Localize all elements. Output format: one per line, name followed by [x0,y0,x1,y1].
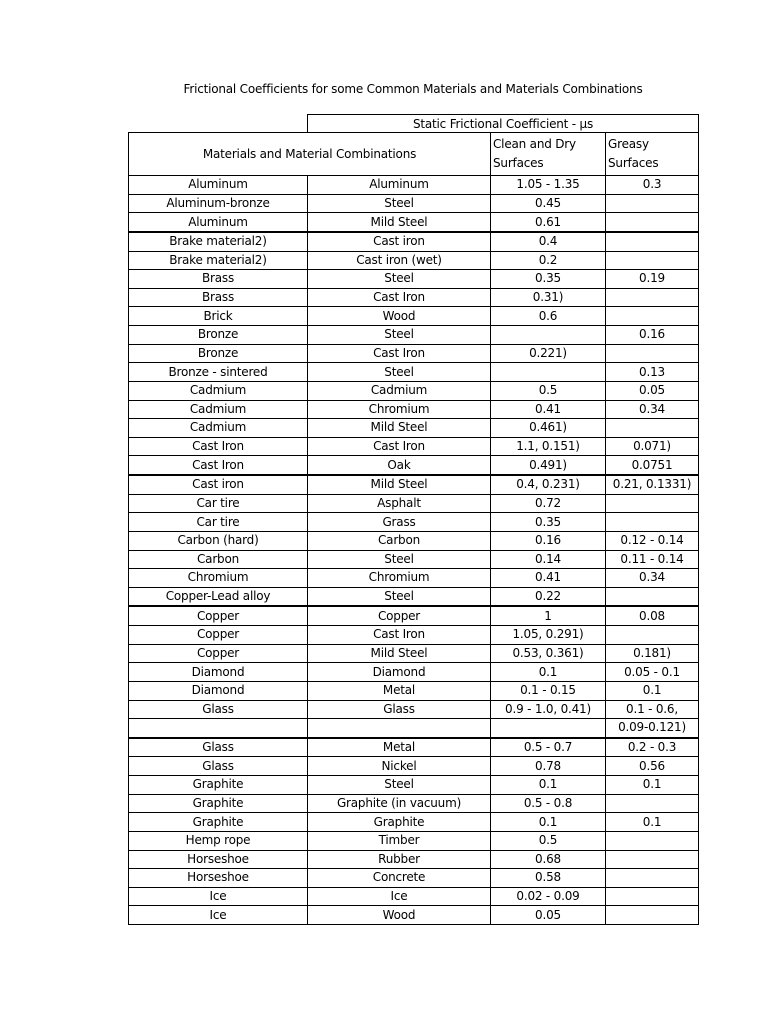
static-coefficient-header: Static Frictional Coefficient - μs [308,115,699,133]
table-row [129,906,699,925]
material-1-cell: Copper [129,644,308,663]
table-row [129,456,699,475]
material-2-cell: Cast Iron [308,288,491,307]
material-2-cell: Diamond [308,663,491,682]
greasy-cell [606,906,699,925]
material-1-cell: Hemp rope [129,831,308,850]
greasy-cell [606,288,699,307]
clean-dry-cell: 0.45 [491,194,606,213]
clean-dry-cell: 0.05 [491,906,606,925]
material-2-cell: Grass [308,513,491,532]
table-row [129,270,699,289]
clean-dry-cell: 0.1 [491,776,606,795]
clean-dry-cell: 1.05, 0.291) [491,626,606,645]
material-1-cell: Bronze [129,326,308,345]
clean-dry-cell: 0.4, 0.231) [491,475,606,494]
greasy-cell [606,831,699,850]
clean-dry-cell: 0.5 - 0.8 [491,794,606,813]
material-2-cell: Steel [308,363,491,382]
material-2-cell: Nickel [308,757,491,776]
greasy-cell: 0.34 [606,569,699,588]
friction-table-body [129,115,699,925]
clean-dry-cell: 1.1, 0.151) [491,437,606,456]
material-1-cell: Copper [129,626,308,645]
table-row [129,887,699,906]
material-2-cell: Asphalt [308,494,491,513]
material-1-cell: Glass [129,738,308,757]
clean-dry-cell: 0.14 [491,550,606,569]
material-2-cell: Steel [308,326,491,345]
greasy-cell: 0.12 - 0.14 [606,531,699,550]
table-row [129,437,699,456]
material-1-cell: Brake material2) [129,251,308,270]
table-row [129,700,699,719]
clean-dry-cell: 0.78 [491,757,606,776]
greasy-cell [606,251,699,270]
material-1-cell: Graphite [129,813,308,832]
material-2-cell: Mild Steel [308,213,491,232]
material-1-cell: Diamond [129,663,308,682]
material-1-cell: Ice [129,906,308,925]
greasy-cell: 0.16 [606,326,699,345]
material-2-cell: Carbon [308,531,491,550]
material-2-cell: Wood [308,906,491,925]
greasy-cell [606,794,699,813]
material-2-cell [308,719,491,738]
material-1-cell: Car tire [129,513,308,532]
header-blank-cell [129,115,308,133]
material-1-cell: Chromium [129,569,308,588]
table-row [129,531,699,550]
material-1-cell: Cadmium [129,419,308,438]
clean-dry-header: Clean and Dry Surfaces [491,133,606,176]
clean-dry-cell: 0.31) [491,288,606,307]
material-1-cell: Bronze - sintered [129,363,308,382]
greasy-cell [606,419,699,438]
header-row-group [129,115,699,133]
greasy-cell [606,344,699,363]
table-row [129,626,699,645]
clean-dry-cell: 1 [491,606,606,625]
material-1-cell: Aluminum-bronze [129,194,308,213]
table-row [129,550,699,569]
clean-dry-cell: 0.68 [491,850,606,869]
clean-dry-cell: 0.41 [491,569,606,588]
material-1-cell: Glass [129,757,308,776]
greasy-cell: 0.05 [606,381,699,400]
table-row [129,757,699,776]
material-1-cell: Carbon [129,550,308,569]
table-row [129,326,699,345]
clean-dry-cell: 0.4 [491,232,606,251]
material-1-cell: Car tire [129,494,308,513]
table-row [129,176,699,195]
table-row [129,719,699,738]
material-2-cell: Rubber [308,850,491,869]
material-1-cell: Copper [129,606,308,625]
material-2-cell: Metal [308,681,491,700]
greasy-cell: 0.05 - 0.1 [606,663,699,682]
greasy-cell [606,513,699,532]
greasy-cell: 0.071) [606,437,699,456]
greasy-cell: 0.13 [606,363,699,382]
greasy-cell: 0.1 [606,776,699,795]
material-2-cell: Graphite [308,813,491,832]
header-row-columns [129,133,699,176]
material-1-cell: Brake material2) [129,232,308,251]
material-1-cell: Glass [129,700,308,719]
table-row [129,363,699,382]
material-2-cell: Wood [308,307,491,326]
clean-dry-cell [491,363,606,382]
friction-table [128,114,699,925]
greasy-cell: 0.181) [606,644,699,663]
clean-dry-cell: 0.35 [491,513,606,532]
clean-dry-cell: 0.41 [491,400,606,419]
material-2-cell: Concrete [308,869,491,888]
material-1-cell: Cast Iron [129,456,308,475]
greasy-cell [606,494,699,513]
greasy-cell [606,887,699,906]
material-2-cell: Oak [308,456,491,475]
table-row [129,251,699,270]
greasy-cell: 0.34 [606,400,699,419]
table-row [129,681,699,700]
table-row [129,288,699,307]
clean-dry-cell: 0.16 [491,531,606,550]
material-2-cell: Mild Steel [308,419,491,438]
material-2-cell: Cast Iron [308,626,491,645]
table-row [129,494,699,513]
material-1-cell: Graphite [129,776,308,795]
table-row [129,776,699,795]
material-2-cell: Cast iron [308,232,491,251]
material-2-cell: Chromium [308,400,491,419]
table-row [129,606,699,625]
greasy-cell [606,232,699,251]
clean-dry-cell: 0.2 [491,251,606,270]
clean-dry-cell: 0.461) [491,419,606,438]
material-2-cell: Steel [308,194,491,213]
clean-dry-cell: 0.5 - 0.7 [491,738,606,757]
material-1-cell: Carbon (hard) [129,531,308,550]
material-2-cell: Ice [308,887,491,906]
material-1-cell: Diamond [129,681,308,700]
material-2-cell: Aluminum [308,176,491,195]
material-1-cell: Cast Iron [129,437,308,456]
material-1-cell: Horseshoe [129,850,308,869]
material-2-cell: Steel [308,776,491,795]
clean-dry-cell [491,326,606,345]
greasy-cell: 0.1 - 0.6, [606,700,699,719]
table-row [129,344,699,363]
material-1-cell: Aluminum [129,213,308,232]
material-2-cell: Cast Iron [308,344,491,363]
table-row [129,663,699,682]
greasy-cell: 0.3 [606,176,699,195]
material-1-cell [129,719,308,738]
table-row [129,232,699,251]
material-2-cell: Graphite (in vacuum) [308,794,491,813]
table-row [129,513,699,532]
material-1-cell: Brass [129,288,308,307]
greasy-cell [606,869,699,888]
table-row [129,813,699,832]
material-2-cell: Steel [308,270,491,289]
material-2-cell: Mild Steel [308,644,491,663]
greasy-cell [606,307,699,326]
material-2-cell: Steel [308,587,491,606]
material-2-cell: Timber [308,831,491,850]
material-1-cell: Brass [129,270,308,289]
material-2-cell: Chromium [308,569,491,588]
clean-dry-cell: 0.9 - 1.0, 0.41) [491,700,606,719]
greasy-cell [606,850,699,869]
table-row [129,475,699,494]
document-title: Frictional Coefficients for some Common Materials and Materials Combinations [183,82,643,96]
material-1-cell: Cadmium [129,400,308,419]
greasy-cell: 0.1 [606,681,699,700]
greasy-cell [606,626,699,645]
material-1-cell: Brick [129,307,308,326]
material-2-cell: Mild Steel [308,475,491,494]
material-1-cell: Graphite [129,794,308,813]
materials-header: Materials and Material Combinations [129,133,491,176]
clean-dry-cell: 0.221) [491,344,606,363]
material-1-cell: Cadmium [129,381,308,400]
clean-dry-cell: 0.1 [491,813,606,832]
table-row [129,738,699,757]
table-row [129,307,699,326]
table-row [129,644,699,663]
greasy-header: Greasy Surfaces [606,133,699,176]
clean-dry-cell: 0.72 [491,494,606,513]
material-2-cell: Metal [308,738,491,757]
greasy-cell: 0.08 [606,606,699,625]
table-row [129,587,699,606]
greasy-cell: 0.1 [606,813,699,832]
greasy-cell [606,194,699,213]
material-1-cell: Cast iron [129,475,308,494]
table-row [129,850,699,869]
material-2-cell: Steel [308,550,491,569]
clean-dry-cell: 0.58 [491,869,606,888]
clean-dry-cell: 0.35 [491,270,606,289]
clean-dry-cell: 0.02 - 0.09 [491,887,606,906]
clean-dry-cell: 0.1 - 0.15 [491,681,606,700]
material-1-cell: Bronze [129,344,308,363]
table-row [129,213,699,232]
greasy-cell [606,587,699,606]
table-row [129,194,699,213]
table-row [129,794,699,813]
clean-dry-cell: 0.6 [491,307,606,326]
greasy-cell: 0.21, 0.1331) [606,475,699,494]
clean-dry-cell: 0.5 [491,831,606,850]
table-row [129,569,699,588]
material-2-cell: Copper [308,606,491,625]
table-row [129,419,699,438]
table-row [129,400,699,419]
clean-dry-cell: 0.53, 0.361) [491,644,606,663]
material-1-cell: Copper-Lead alloy [129,587,308,606]
clean-dry-cell: 0.491) [491,456,606,475]
greasy-cell: 0.19 [606,270,699,289]
greasy-cell: 0.0751 [606,456,699,475]
material-1-cell: Horseshoe [129,869,308,888]
material-2-cell: Cast iron (wet) [308,251,491,270]
clean-dry-cell: 0.22 [491,587,606,606]
material-1-cell: Ice [129,887,308,906]
clean-dry-cell [491,719,606,738]
clean-dry-cell: 1.05 - 1.35 [491,176,606,195]
clean-dry-cell: 0.1 [491,663,606,682]
greasy-cell: 0.2 - 0.3 [606,738,699,757]
greasy-cell: 0.11 - 0.14 [606,550,699,569]
clean-dry-cell: 0.5 [491,381,606,400]
greasy-cell [606,213,699,232]
material-1-cell: Aluminum [129,176,308,195]
greasy-cell: 0.09-0.121) [606,719,699,738]
material-2-cell: Glass [308,700,491,719]
material-2-cell: Cast Iron [308,437,491,456]
clean-dry-cell: 0.61 [491,213,606,232]
table-row [129,831,699,850]
table-row [129,381,699,400]
table-row [129,869,699,888]
material-2-cell: Cadmium [308,381,491,400]
greasy-cell: 0.56 [606,757,699,776]
